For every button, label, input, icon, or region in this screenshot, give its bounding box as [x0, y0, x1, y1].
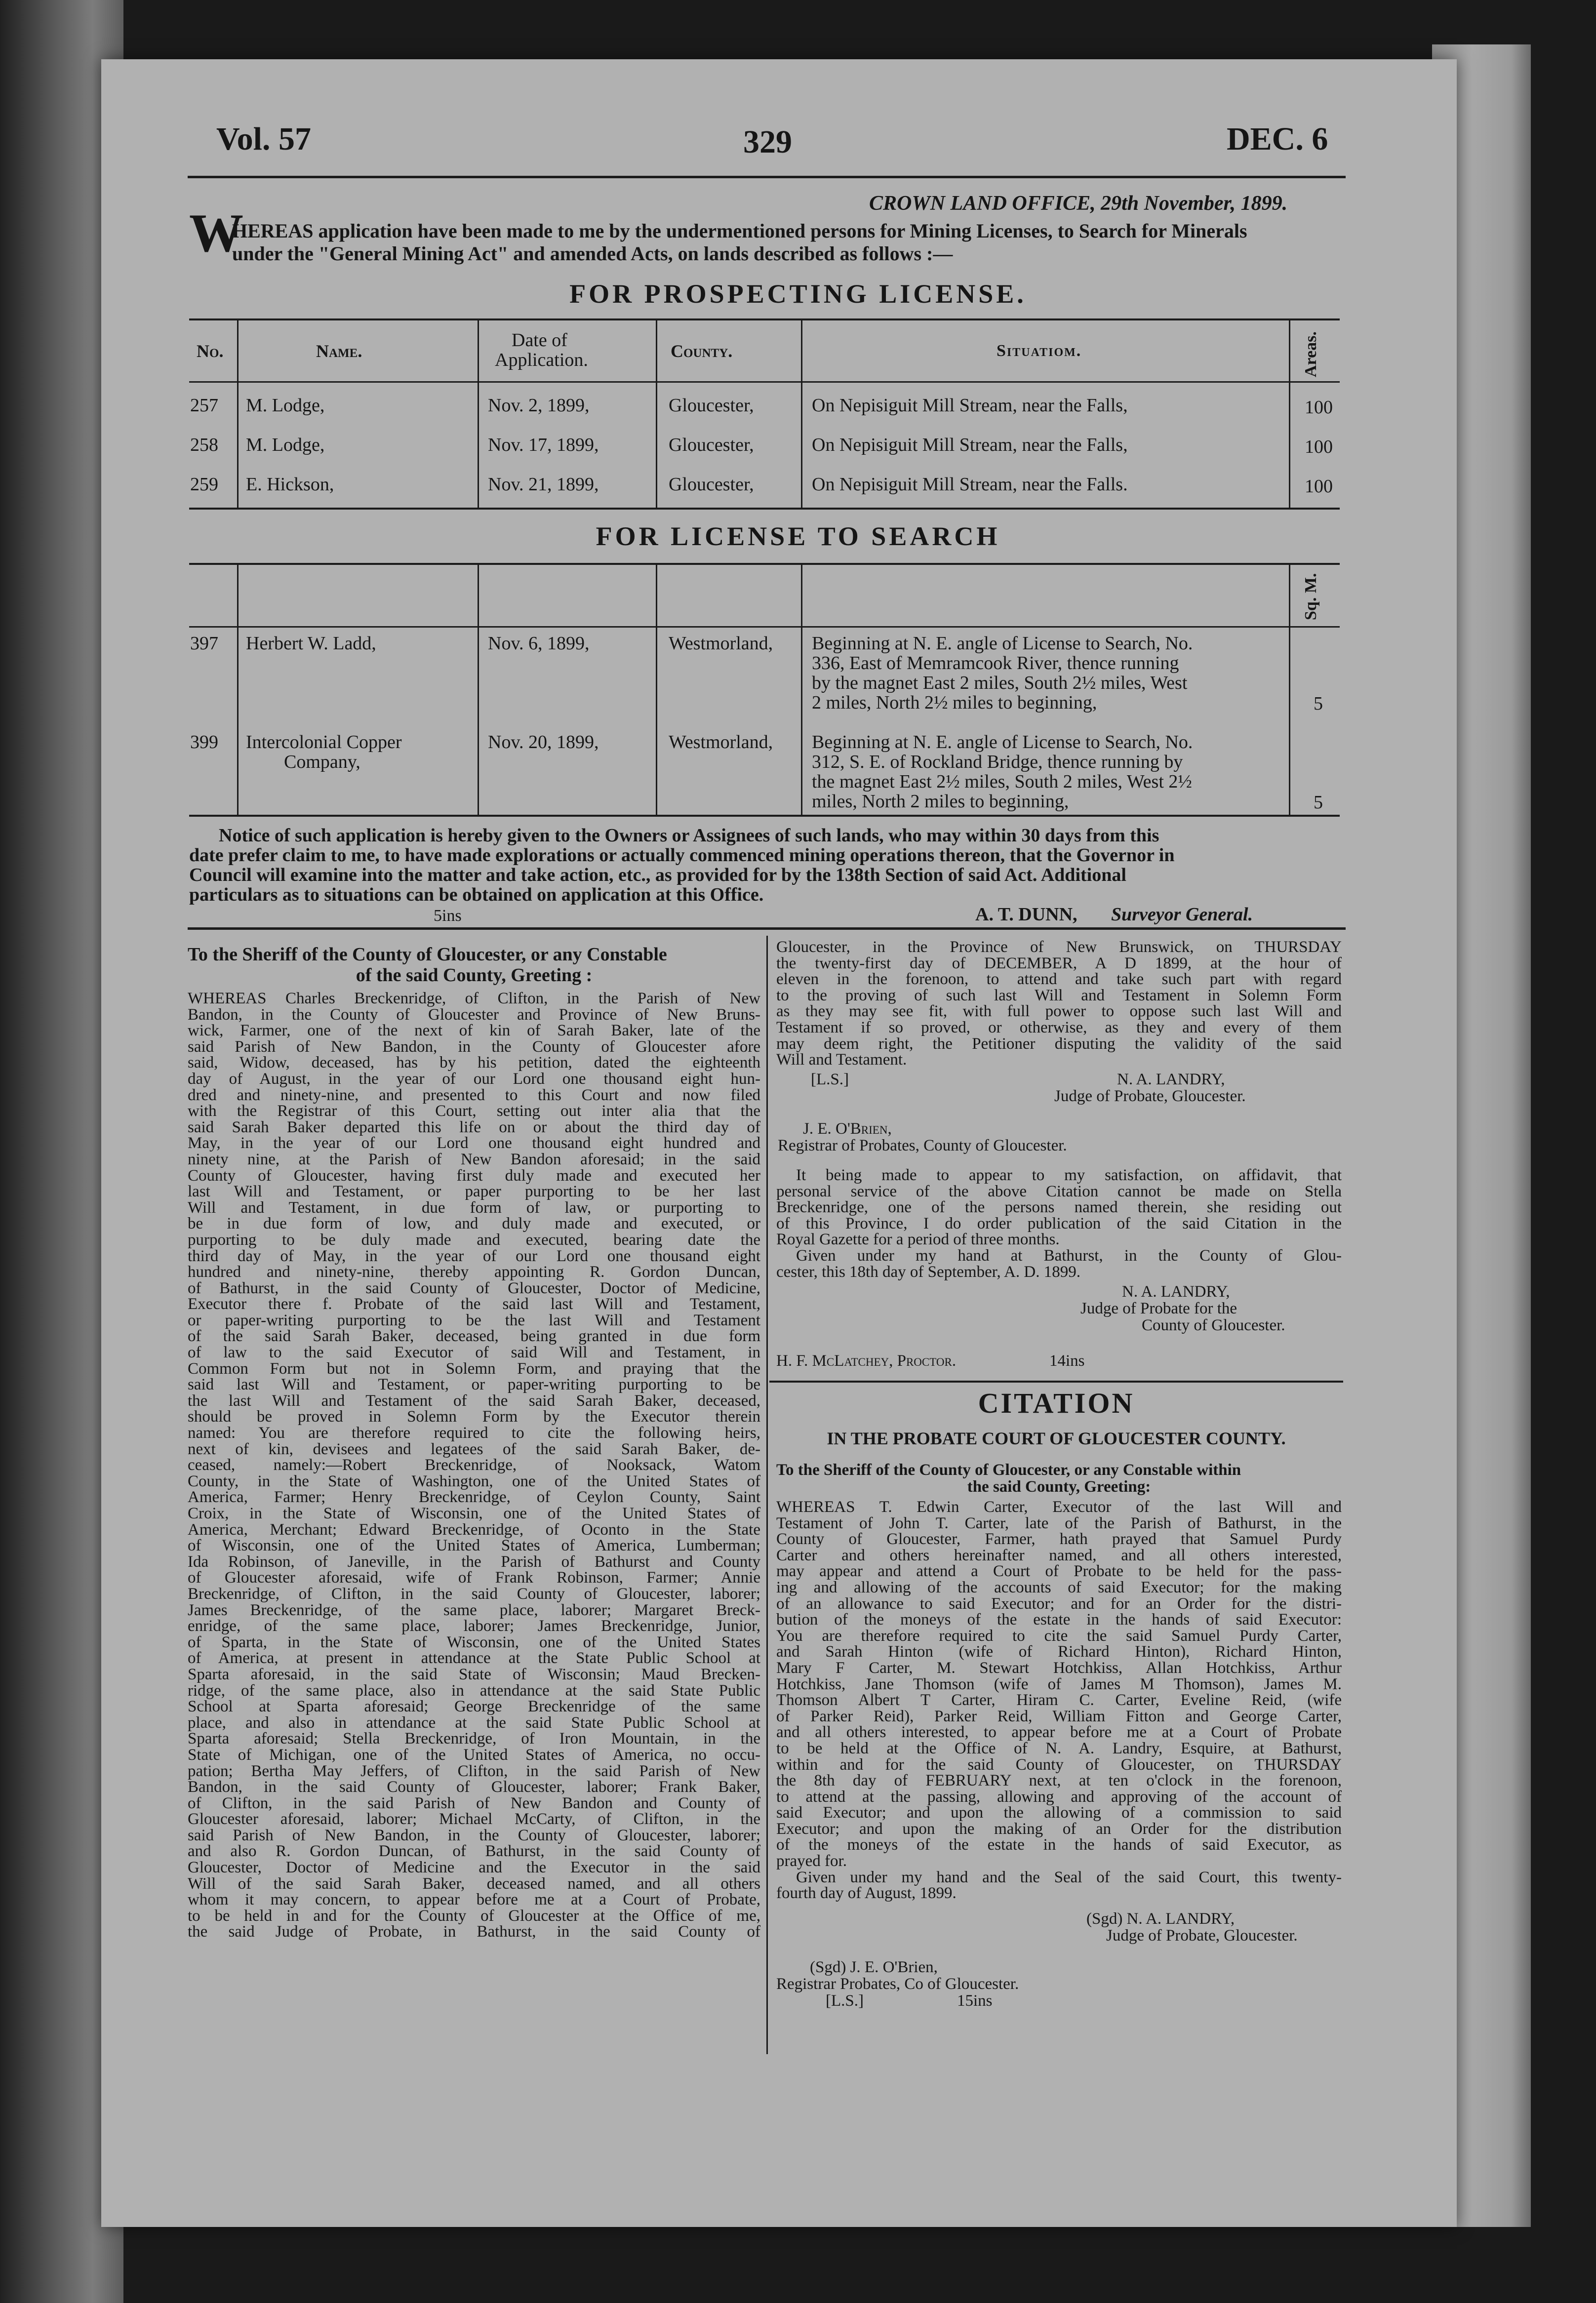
- text-line: whom it may concern, to appear before me at a Court of Probate,: [188, 1891, 760, 1909]
- left-citation-body: [188, 991, 760, 1940]
- row-county: Westmorland,: [669, 633, 773, 654]
- text-line: Will and Testament, in due form of law, or purporting to: [188, 1198, 760, 1217]
- row-date: Nov. 2, 1899,: [488, 395, 590, 416]
- row-county: Westmorland,: [669, 732, 773, 753]
- row-situation-line: Beginning at N. E. angle of License to Search, No.: [812, 732, 1193, 753]
- col-header-sq-miles: Sq. M.: [1302, 573, 1320, 620]
- row-name: E. Hickson,: [246, 474, 334, 495]
- drop-cap: W: [189, 203, 243, 263]
- row-situation-line: the magnet East 2½ miles, South 2 miles, West 2½: [812, 771, 1192, 792]
- text-line: of Wisconsin, one of the United States of America, Lumberman;: [188, 1537, 760, 1555]
- text-line: or paper-writing purporting to be the last Will and Testament: [188, 1311, 760, 1329]
- text-line: bution of the moneys of the estate in the hands of said Executor:: [776, 1611, 1342, 1629]
- row-area: 100: [1305, 476, 1333, 497]
- text-line: said Executor; and upon the allowing of a commission to said: [776, 1804, 1342, 1822]
- citation-title: CITATION: [978, 1387, 1135, 1419]
- text-line: It being made to appear to my satisfaction, on affidavit, that: [796, 1166, 1342, 1184]
- text-line: Gloucester, Doctor of Medicine and the Executor in the said: [188, 1859, 760, 1877]
- text-line: as they may see fit, with full power to oppose such last Will and: [776, 1002, 1342, 1021]
- prospecting-title: FOR PROSPECTING LICENSE.: [569, 279, 1027, 309]
- registrar-name: J. E. O'Brien,: [803, 1120, 892, 1138]
- text-line: Testament of John T. Carter, late of the Parish of Bathurst, in the: [776, 1514, 1342, 1532]
- text-line: with the Registrar of this Court, setting out inter alia that the: [188, 1102, 760, 1120]
- judge2-name: N. A. LANDRY,: [1122, 1283, 1230, 1301]
- text-line: be in due form of low, and duly made and executed, or: [188, 1215, 760, 1233]
- text-line: Breckenridge, one of the persons named therein, she residing out: [776, 1198, 1342, 1217]
- text-line: of law to the said Executor of said Will and Testament, in: [188, 1344, 760, 1362]
- address-line: To the Sheriff of the County of Gloucester, or any Constable: [188, 944, 667, 965]
- row-situation: On Nepisiguit Mill Stream, near the Falls.: [812, 474, 1128, 495]
- row-no: 397: [190, 633, 218, 654]
- text-line: purporting to be duly made and executed, bearing date the: [188, 1231, 760, 1249]
- row-situation: On Nepisiguit Mill Stream, near the Falls,: [812, 435, 1128, 455]
- citation2-body: [776, 1499, 1342, 1902]
- text-line: to the proving of such last Will and Testament in Solemn Form: [776, 986, 1342, 1004]
- col-header-date-1: Date of: [512, 330, 567, 351]
- text-line: of Gloucester aforesaid, wife of Frank Robinson, Farmer; Annie: [188, 1569, 760, 1587]
- text-line: Croix, in the State of Wisconsin, one of the United States of: [188, 1505, 760, 1522]
- text-line: the last Will and Testament of the said Sarah Baker, deceased,: [188, 1391, 760, 1410]
- text-line: Bandon, in the County of Gloucester and Province of New Bruns-: [188, 1005, 760, 1024]
- text-line: said, Widow, deceased, has by his petition, dated the eighteenth: [188, 1054, 760, 1072]
- row-situation-line: 312, S. E. of Rockland Bridge, thence running by: [812, 752, 1183, 772]
- col-header-county: County.: [671, 341, 733, 361]
- notice-paragraph: [189, 826, 1345, 905]
- text-line: Royal Gazette for a period of three months.: [776, 1231, 1060, 1249]
- text-line: Will of the said Sarah Baker, deceased named, and all others: [188, 1874, 760, 1893]
- table-top-rule: [189, 318, 1340, 320]
- registrar-title: Registrar of Probates, County of Gloucester.: [778, 1137, 1067, 1154]
- row-situation-line: 336, East of Memramcook River, thence running: [812, 653, 1179, 674]
- row-situation-line: Beginning at N. E. angle of License to Search, No.: [812, 633, 1193, 654]
- text-line: Gloucester aforesaid, laborer; Michael McCarty, of Clifton, in the: [188, 1810, 760, 1828]
- proctor: H. F. McLatchey, Proctor.: [776, 1352, 957, 1370]
- publication-order: [776, 1167, 1342, 1280]
- row-name: Intercolonial Copper: [246, 732, 402, 753]
- text-line: America, Merchant; Edward Breckenridge, of Oconto in the State: [188, 1520, 760, 1539]
- notice-line: Council will examine into the matter and take action, etc., as provided for by the 138th Section of said Act. Additional: [189, 865, 1126, 885]
- col-header-name: Name.: [316, 341, 362, 361]
- row-area: 100: [1305, 437, 1333, 457]
- table-top-rule: [189, 563, 1340, 565]
- text-line: Bandon, in the said County of Gloucester, laborer; Frank Baker,: [188, 1778, 760, 1796]
- row-no: 259: [190, 474, 218, 495]
- col-divider: [478, 564, 479, 815]
- seal-mark: [L.S.]: [826, 1992, 864, 2010]
- citation-subtitle: IN THE PROBATE COURT OF GLOUCESTER COUNTY.: [827, 1429, 1286, 1448]
- issue-date: DEC. 6: [1227, 121, 1328, 157]
- row-area: 5: [1314, 693, 1323, 714]
- text-line: to be held at the Office of N. A. Landry, Esquire, at Bathurst,: [776, 1739, 1342, 1757]
- section-rule: [188, 927, 1346, 930]
- row-situation-line: 2 miles, North 2½ miles to beginning,: [812, 692, 1097, 713]
- text-line: Common Form but not in Solemn Form, and praying that the: [188, 1359, 760, 1378]
- row-county: Gloucester,: [669, 435, 754, 455]
- row-situation-line: by the magnet East 2 miles, South 2½ miles, West: [812, 673, 1188, 693]
- text-line: Thomson Albert T Carter, Hiram C. Carter, Eveline Reid, (wife: [776, 1691, 1342, 1709]
- signed-registrar: (Sgd) J. E. O'Brien,: [810, 1958, 938, 1976]
- row-name: M. Lodge,: [246, 395, 325, 416]
- row-county: Gloucester,: [669, 474, 754, 495]
- judge-title: Judge of Probate, Gloucester.: [1054, 1087, 1246, 1105]
- row-situation-line: miles, North 2 miles to beginning,: [812, 791, 1069, 812]
- text-line: of this Province, I do order publication of the said Citation in the: [776, 1214, 1342, 1232]
- row-name: M. Lodge,: [246, 435, 325, 455]
- col-header-date-2: Application.: [495, 350, 588, 370]
- text-line: of the said Sarah Baker, deceased, being granted in due form: [188, 1327, 760, 1346]
- text-line: place, and also in attendance at the said State Public School at: [188, 1713, 760, 1732]
- text-line: said Parish of New Bandon, in the County of Gloucester afore: [188, 1037, 760, 1056]
- col-divider: [1289, 564, 1290, 815]
- text-line: the 8th day of FEBRUARY next, at ten o'clock in the forenoon,: [776, 1772, 1342, 1790]
- table-head-rule: [189, 626, 1340, 628]
- text-line: and Sarah Hinton (wife of Richard Hinton), Richard Hinton,: [776, 1643, 1342, 1661]
- text-line: ninety nine, at the Parish of New Bandon aforesaid; in the said: [188, 1150, 760, 1168]
- text-line: of Clifton, in the said Parish of New Bandon and County of: [188, 1794, 760, 1812]
- text-line: Sparta aforesaid, in the said State of Wisconsin; Maud Brecken-: [188, 1665, 760, 1683]
- text-line: WHEREAS Charles Breckenridge, of Clifton, in the Parish of New: [188, 990, 760, 1007]
- text-line: to be held in and for the County of Gloucester at the Office of me,: [188, 1906, 760, 1925]
- row-area: 5: [1314, 792, 1323, 813]
- text-line: named: You are therefore required to cite the following heirs,: [188, 1424, 760, 1442]
- table-bottom-rule: [189, 508, 1340, 510]
- text-line: eleven in the forenoon, to attend and take such part with regard: [776, 970, 1342, 989]
- text-line: fourth day of August, 1899.: [776, 1884, 957, 1903]
- col-header-situation: Situatiom.: [997, 342, 1082, 360]
- address-line: the said County, Greeting:: [967, 1478, 1151, 1496]
- text-line: within and for the said County of Gloucester, on THURSDAY: [776, 1755, 1342, 1774]
- text-line: cester, this 18th day of September, A. D. 1899.: [776, 1263, 1080, 1281]
- text-line: of Bathurst, in the said County of Gloucester, Doctor of Medicine,: [188, 1279, 760, 1297]
- text-line: the said Judge of Probate, in Bathurst, in the said County of: [188, 1923, 760, 1941]
- text-line: County of Gloucester, Farmer, hath prayed that Samuel Purdy: [776, 1530, 1342, 1549]
- citation2-address: [776, 1462, 1342, 1495]
- text-line: may deem right, the Petitioner disputing the validity of the said: [776, 1034, 1342, 1053]
- column-divider: [766, 936, 768, 2054]
- judge-title: Judge of Probate, Gloucester.: [1106, 1927, 1298, 1945]
- text-line: to attend at the passing, allowing and approving of the account of: [776, 1787, 1342, 1806]
- insertion-count: 15ins: [957, 1992, 993, 2010]
- text-line: Will and Testament.: [776, 1051, 907, 1069]
- right-citation-continued: [776, 939, 1342, 1068]
- signature-name: A. T. DUNN,: [975, 904, 1077, 925]
- insertion-count: 14ins: [1049, 1352, 1085, 1370]
- text-line: of Sparta, in the State of Wisconsin, one of the United States: [188, 1633, 760, 1651]
- col-divider: [478, 319, 479, 508]
- text-line: prayed for.: [776, 1852, 847, 1870]
- col-divider: [237, 564, 239, 815]
- text-line: ing and allowing of the accounts of said Executor; for the making: [776, 1578, 1342, 1596]
- text-line: You are therefore required to cite the said Samuel Purdy Carter,: [776, 1627, 1342, 1645]
- table-head-rule: [189, 381, 1340, 383]
- text-line: and all others interested, to appear before me at a Court of Probate: [776, 1723, 1342, 1742]
- row-no: 399: [190, 732, 218, 753]
- text-line: of an allowance to said Executor; and for an Order for the distri-: [776, 1594, 1342, 1613]
- registrar-title: Registrar Probates, Co of Gloucester.: [776, 1975, 1019, 1993]
- text-line: May, in the year of our Lord one thousand eight hundred and: [188, 1134, 760, 1152]
- text-line: pation; Bertha May Jeffers, of Clifton, in the said Parish of New: [188, 1762, 760, 1780]
- left-address: [188, 944, 760, 986]
- col-header-no: No.: [197, 341, 224, 361]
- row-no: 258: [190, 435, 218, 455]
- text-line: said Sarah Baker departed this life on or about the third day of: [188, 1118, 760, 1136]
- text-line: day of August, in the year of our Lord one thousand eight hun-: [188, 1070, 760, 1088]
- text-line: of America, at present in attendance at the State Public School at: [188, 1649, 760, 1668]
- text-line: hundred and ninety-nine, thereby appointing R. Gordon Duncan,: [188, 1263, 760, 1281]
- text-line: may appear and attend a Court of Probate to be held for the pass-: [776, 1562, 1342, 1581]
- text-line: Executor there f. Probate of the said last Will and Testament,: [188, 1295, 760, 1313]
- signed-judge: (Sgd) N. A. LANDRY,: [1086, 1910, 1235, 1928]
- address-line: of the said County, Greeting :: [356, 965, 593, 986]
- table-bottom-rule: [189, 815, 1340, 817]
- row-situation: On Nepisiguit Mill Stream, near the Falls,: [812, 395, 1128, 416]
- row-date: Nov. 17, 1899,: [488, 435, 599, 455]
- text-line: Executor; and upon the making of an Order for the distribution: [776, 1820, 1342, 1838]
- text-line: Mary F Carter, M. Stewart Hotchkiss, Allan Hotchkiss, Arthur: [776, 1659, 1342, 1677]
- text-line: ceased, namely:—Robert Breckenridge, of Nooksack, Watom: [188, 1456, 760, 1474]
- seal-mark: [L.S.]: [811, 1071, 849, 1088]
- header-rule: [188, 176, 1346, 178]
- section-rule: [769, 1381, 1343, 1383]
- col-divider: [801, 319, 802, 508]
- text-line: Gloucester, in the Province of New Brunswick, on THURSDAY: [776, 938, 1342, 956]
- text-line: last Will and Testament, or paper purporting to be her last: [188, 1183, 760, 1201]
- row-no: 257: [190, 395, 218, 416]
- text-line: wick, Farmer, one of the next of kin of Sarah Baker, late of the: [188, 1022, 760, 1040]
- text-line: America, Farmer; Henry Breckenridge, of Ceylon County, Saint: [188, 1488, 760, 1507]
- text-line: Breckenridge, of Clifton, in the said County of Gloucester, laborer;: [188, 1585, 760, 1603]
- text-line: Ida Robinson, of Janeville, in the Parish of Bathurst and County: [188, 1552, 760, 1571]
- col-divider: [1289, 319, 1290, 508]
- text-line: said Parish of New Bandon, in the County of Gloucester, laborer;: [188, 1826, 760, 1844]
- text-line: personal service of the above Citation cannot be made on Stella: [776, 1182, 1342, 1200]
- text-line: WHEREAS T. Edwin Carter, Executor of the last Will and: [776, 1498, 1342, 1516]
- col-divider: [801, 564, 802, 815]
- row-area: 100: [1305, 397, 1333, 418]
- row-date: Nov. 6, 1899,: [488, 633, 590, 654]
- text-line: Testament if so proved, or otherwise, as they and every of them: [776, 1018, 1342, 1036]
- text-line: should be proved in Solemn Form by the Executor therein: [188, 1408, 760, 1426]
- col-divider: [656, 564, 657, 815]
- text-line: State of Michigan, one of the United States of America, no occu-: [188, 1746, 760, 1764]
- text-line: Sparta aforesaid; Stella Breckenridge, of Iron Mountain, in the: [188, 1730, 760, 1748]
- judge2-title-2: County of Gloucester.: [1142, 1316, 1285, 1334]
- col-divider: [656, 319, 657, 508]
- text-line: Hotchkiss, Jane Thomson (wife of James M Thomson), James M.: [776, 1675, 1342, 1693]
- row-date: Nov. 21, 1899,: [488, 474, 599, 495]
- text-line: Given under my hand and the Seal of the said Court, this twenty-: [796, 1868, 1342, 1886]
- signature-title: Surveyor General.: [1111, 904, 1253, 925]
- col-divider: [237, 319, 239, 508]
- intro-line-1: HEREAS application have been made to me by the undermentioned persons for Mining Licenses, to Search for Minerals: [232, 220, 1247, 242]
- insertion-count: 5ins: [434, 907, 462, 925]
- address-line: To the Sheriff of the County of Gloucester, or any Constable within: [776, 1461, 1241, 1479]
- text-line: School at Sparta aforesaid; George Breckenridge of the same: [188, 1698, 760, 1716]
- intro-line-2: under the "General Mining Act" and amended Acts, on lands described as follows :—: [232, 242, 953, 265]
- text-line: and also R. Gordon Duncan, of Bathurst, in the said County of: [188, 1842, 760, 1861]
- search-title: FOR LICENSE TO SEARCH: [596, 521, 1000, 551]
- notice-line: date prefer claim to me, to have made explorations or actually commenced mining operations thereon, that the Governor in: [189, 845, 1175, 866]
- row-name-cont: Company,: [284, 752, 360, 772]
- row-county: Gloucester,: [669, 395, 754, 416]
- text-line: ridge, of the same place, also in attendance at the said State Public: [188, 1681, 760, 1700]
- notice-line: Notice of such application is hereby given to the Owners or Assignees of such lands, who may within 30 days from this: [219, 825, 1159, 846]
- text-line: County, in the State of Washington, one of the United States of: [188, 1472, 760, 1490]
- row-date: Nov. 20, 1899,: [488, 732, 599, 753]
- text-line: enridge, of the same place, laborer; James Breckenridge, Junior,: [188, 1617, 760, 1635]
- judge-name: N. A. LANDRY,: [1117, 1071, 1225, 1088]
- row-name: Herbert W. Ladd,: [246, 633, 376, 654]
- text-line: said last Will and Testament, or paper-writing purporting to be: [188, 1376, 760, 1394]
- text-line: of the moneys of the estate in the hands of said Executor, as: [776, 1836, 1342, 1854]
- text-line: Carter and others hereinafter named, and all others interested,: [776, 1546, 1342, 1564]
- text-line: James Breckenridge, of the same place, laborer; Margaret Breck-: [188, 1601, 760, 1619]
- text-line: County of Gloucester, having first duly made and executed her: [188, 1166, 760, 1185]
- col-header-areas: Areas.: [1302, 331, 1320, 377]
- crown-dateline: CROWN LAND OFFICE, 29th November, 1899.: [869, 192, 1288, 215]
- judge2-title-1: Judge of Probate for the: [1080, 1300, 1237, 1317]
- text-line: third day of May, in the year of our Lord one thousand eight: [188, 1247, 760, 1265]
- page-number: 329: [743, 124, 792, 160]
- notice-line: particulars as to situations can be obtained on application at this Office.: [189, 884, 764, 905]
- text-line: of Parker Reid), Parker Reid, William Fitton and George Carter,: [776, 1707, 1342, 1725]
- volume-label: Vol. 57: [216, 121, 311, 157]
- text-line: dred and ninety-nine, and presented to this Court and now filed: [188, 1086, 760, 1104]
- text-line: next of kin, devisees and legatees of the said Sarah Baker, de-: [188, 1440, 760, 1458]
- text-line: the twenty-first day of DECEMBER, A D 1899, at the hour of: [776, 954, 1342, 972]
- text-line: Given under my hand at Bathurst, in the County of Glou-: [796, 1246, 1342, 1265]
